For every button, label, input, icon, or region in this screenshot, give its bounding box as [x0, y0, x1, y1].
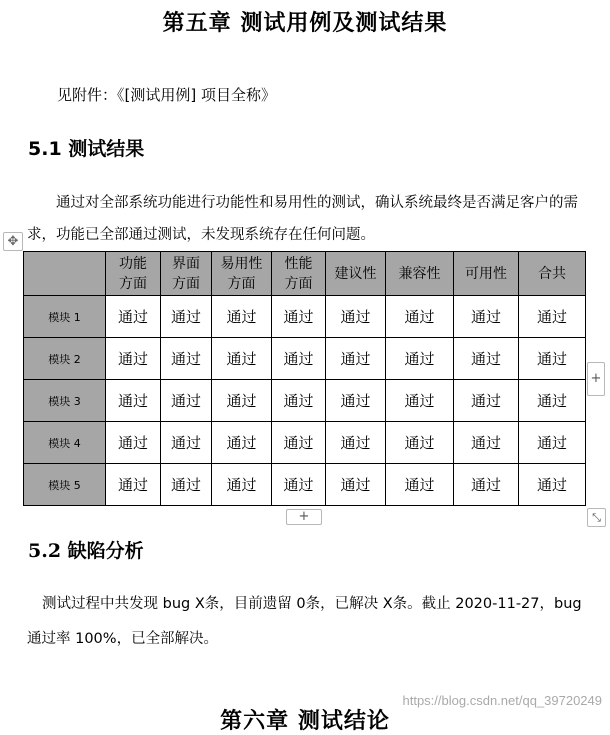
column-header-line2: 方面 [284, 275, 313, 292]
table-row [24, 422, 586, 464]
table-row [24, 464, 586, 506]
test-results-table [23, 251, 586, 506]
column-header [326, 252, 386, 296]
table-body [24, 296, 586, 506]
column-header-line1: 界面 [172, 255, 200, 272]
column-header-line1: 易用性 [220, 255, 263, 272]
column-header-line2: 方面 [172, 275, 200, 292]
column-header [106, 252, 161, 296]
table-cell[interactable]: 通过 [386, 464, 454, 506]
table-cell[interactable]: 通过 [106, 296, 161, 338]
column-header [519, 252, 586, 296]
table-cell[interactable]: 通过 [454, 422, 519, 464]
table-cell[interactable]: 通过 [161, 338, 212, 380]
table-cell[interactable]: 通过 [519, 422, 586, 464]
table-cell[interactable]: 通过 [212, 338, 272, 380]
table-cell[interactable]: 通过 [106, 422, 161, 464]
row-header: 模块 4 [24, 422, 106, 464]
column-header [386, 252, 454, 296]
table-cell[interactable]: 通过 [454, 464, 519, 506]
table-cell[interactable]: 通过 [454, 338, 519, 380]
table-cell[interactable]: 通过 [272, 296, 326, 338]
table-cell[interactable]: 通过 [454, 296, 519, 338]
table-cell[interactable]: 通过 [106, 380, 161, 422]
table-row [24, 296, 586, 338]
table-cell[interactable]: 通过 [212, 296, 272, 338]
add-column-button[interactable]: + [587, 362, 605, 396]
column-header-line1: 兼容性 [398, 265, 441, 282]
table-cell[interactable]: 通过 [326, 296, 386, 338]
section-5-1-heading: 5.1 测试结果 [28, 138, 145, 160]
table-cell[interactable]: 通过 [326, 338, 386, 380]
column-header [272, 252, 326, 296]
table-cell[interactable]: 通过 [212, 464, 272, 506]
table-cell[interactable]: 通过 [161, 422, 212, 464]
table-cell[interactable]: 通过 [272, 338, 326, 380]
column-header-line1: 功能 [119, 255, 147, 272]
column-header-line2: 方面 [227, 275, 256, 292]
row-header: 模块 1 [24, 296, 106, 338]
table-cell[interactable]: 通过 [326, 380, 386, 422]
table-cell[interactable]: 通过 [519, 296, 586, 338]
table-cell[interactable]: 通过 [519, 380, 586, 422]
table-cell[interactable]: 通过 [519, 464, 586, 506]
column-header [24, 252, 106, 296]
table-cell[interactable]: 通过 [106, 338, 161, 380]
table-resize-icon[interactable]: ⤡ [587, 508, 606, 527]
table-cell[interactable]: 通过 [272, 380, 326, 422]
table-cell[interactable]: 通过 [106, 464, 161, 506]
column-header [454, 252, 519, 296]
table-cell[interactable]: 通过 [212, 422, 272, 464]
table-cell[interactable]: 通过 [386, 338, 454, 380]
table-row [24, 380, 586, 422]
column-header-line1: 性能 [284, 255, 313, 272]
row-header: 模块 2 [24, 338, 106, 380]
table-cell[interactable]: 通过 [454, 380, 519, 422]
column-header-line2: 方面 [119, 275, 147, 292]
table-cell[interactable]: 通过 [386, 296, 454, 338]
add-row-button[interactable]: + [286, 509, 322, 525]
column-header-line1: 建议性 [334, 265, 377, 282]
column-header-line1: 合共 [538, 265, 566, 282]
section-5-2-heading: 5.2 缺陷分析 [28, 540, 144, 562]
table-header-row [24, 252, 586, 296]
section-5-1-paragraph: 通过对全部系统功能进行功能性和易用性的测试，确认系统最终是否满足客户的需求，功能已全部通过测试，未发现系统存在任何问题。 [27, 195, 578, 243]
table-cell[interactable]: 通过 [519, 338, 586, 380]
table-cell[interactable]: 通过 [272, 422, 326, 464]
table-cell[interactable]: 通过 [272, 464, 326, 506]
column-header [161, 252, 212, 296]
table-cell[interactable]: 通过 [161, 296, 212, 338]
table-cell[interactable]: 通过 [161, 380, 212, 422]
table-row [24, 338, 586, 380]
table-cell[interactable]: 通过 [386, 422, 454, 464]
table-move-handle-icon[interactable]: ✥ [3, 232, 23, 251]
attachment-reference: 见附件：《[测试用例] 项目全称》 [57, 86, 276, 104]
table-cell[interactable]: 通过 [386, 380, 454, 422]
row-header: 模块 5 [24, 464, 106, 506]
watermark: https://blog.csdn.net/qq_39720249 [402, 693, 602, 708]
table-cell[interactable]: 通过 [161, 464, 212, 506]
table-cell[interactable]: 通过 [326, 464, 386, 506]
column-header [212, 252, 272, 296]
row-header: 模块 3 [24, 380, 106, 422]
next-chapter-title: 第六章 测试结论 [220, 708, 390, 734]
section-5-2-paragraph: 测试过程中共发现 bug X条，目前遗留 0条，已解决 X条。截止 2020-11-27，bug通过率 100%，已全部解决。 [27, 596, 582, 647]
table-cell[interactable]: 通过 [326, 422, 386, 464]
table-cell[interactable]: 通过 [212, 380, 272, 422]
chapter-title: 第五章 测试用例及测试结果 [162, 10, 448, 36]
column-header-line1: 可用性 [465, 265, 507, 282]
